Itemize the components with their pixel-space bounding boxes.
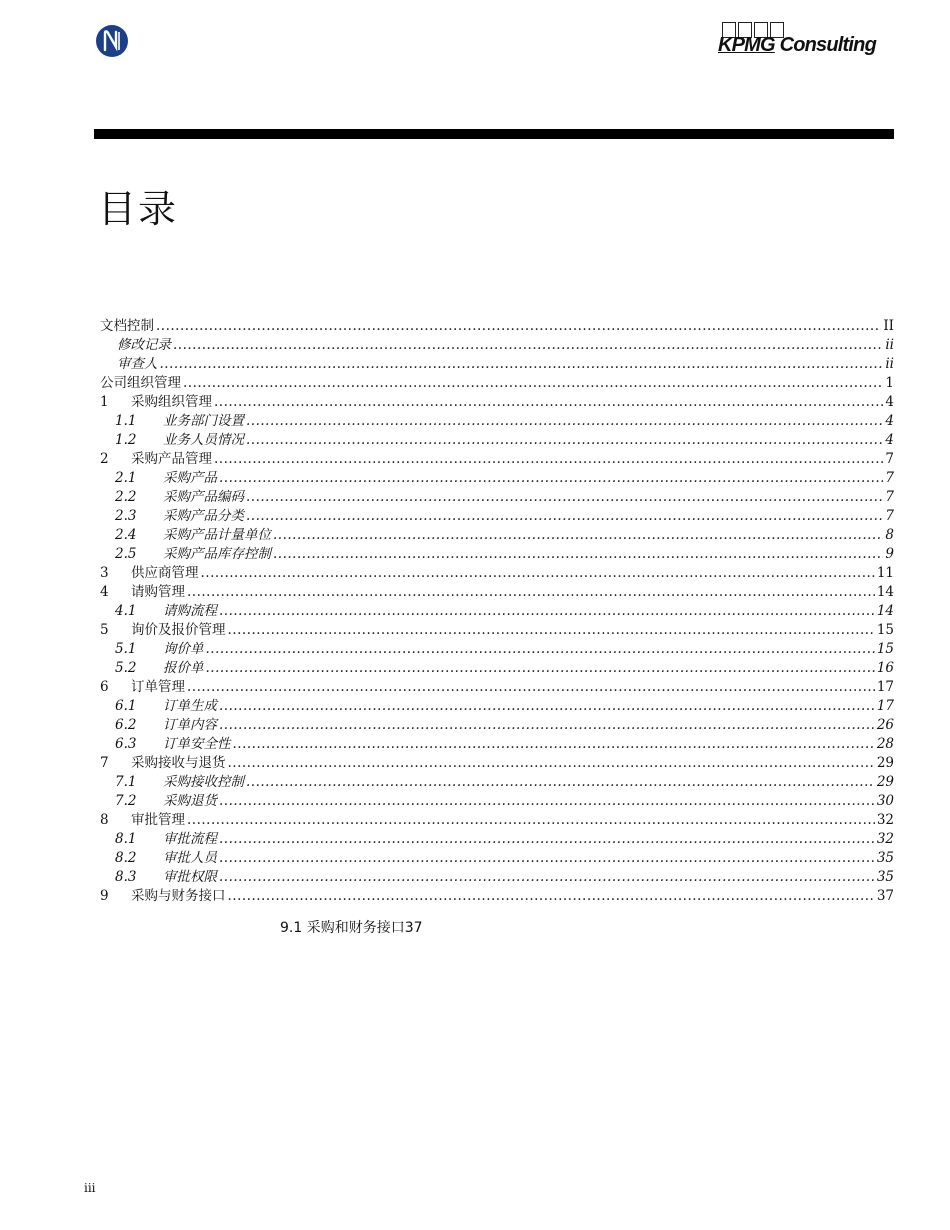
toc-entry-title: 供应商管理 — [131, 565, 199, 581]
toc-entry-title: 请购管理 — [131, 584, 185, 600]
toc-entry-number: 2.4 — [115, 527, 137, 543]
toc-dot-leader — [173, 336, 883, 355]
toc-entry-title: 业务人员情况 — [163, 432, 244, 448]
toc-page-number: 7 — [885, 470, 894, 486]
toc-entry-number: 8.3 — [115, 869, 137, 885]
toc-dot-leader — [201, 564, 875, 583]
toc-dot-leader — [219, 849, 875, 868]
toc-entry-number: 2.3 — [115, 508, 137, 524]
toc-dot-leader — [219, 716, 875, 735]
toc-dot-leader — [233, 735, 875, 754]
toc-entry-number: 9 — [100, 888, 109, 904]
toc-entry-title: 订单生成 — [163, 698, 217, 714]
toc-entry-number: 3 — [100, 565, 109, 581]
toc-entry[interactable] — [100, 374, 894, 393]
toc-entry-title: 修改记录 — [117, 337, 171, 353]
toc-entry-number: 5.2 — [115, 660, 137, 676]
toc-page-number: 15 — [876, 622, 894, 638]
toc-dot-leader — [219, 602, 875, 621]
toc-page-number: 7 — [885, 508, 894, 524]
page-number: iii — [84, 1181, 96, 1195]
toc-entry-title: 订单安全性 — [163, 736, 231, 752]
company-logo-icon — [95, 24, 129, 58]
toc-page-number: ii — [885, 356, 894, 372]
toc-page-number: 11 — [876, 565, 894, 581]
toc-entry-number: 2.2 — [115, 489, 137, 505]
toc-entry-title: 询价单 — [163, 641, 204, 657]
toc-entry-number: 7.1 — [115, 774, 137, 790]
toc-page-number: 26 — [876, 717, 894, 733]
toc-page-number: 1 — [885, 375, 894, 391]
page-title: 目录 — [98, 187, 179, 231]
kpmg-logo-text: KPMG Consulting — [718, 34, 876, 56]
toc-page-number: 14 — [876, 584, 894, 600]
toc-dot-leader — [214, 450, 883, 469]
toc-entry-number: 2.5 — [115, 546, 137, 562]
toc-dot-leader — [228, 887, 875, 906]
toc-entry[interactable] — [100, 868, 894, 887]
toc-dot-leader — [187, 811, 875, 830]
toc-entry-number: 5 — [100, 622, 109, 638]
toc-page-number: 7 — [885, 451, 894, 467]
toc-entry[interactable] — [100, 811, 894, 830]
table-of-contents — [100, 317, 894, 906]
toc-entry[interactable] — [100, 640, 894, 659]
toc-entry[interactable] — [100, 317, 894, 336]
toc-entry-title: 订单管理 — [131, 679, 185, 695]
toc-entry-title: 采购产品 — [163, 470, 217, 486]
toc-entry-title: 采购组织管理 — [131, 394, 212, 410]
toc-entry-title: 审查人 — [117, 356, 158, 372]
toc-entry-number: 1 — [100, 394, 109, 410]
toc-dot-leader — [219, 469, 883, 488]
toc-page-number: 35 — [876, 850, 894, 866]
toc-dot-leader — [206, 659, 875, 678]
toc-entry[interactable] — [100, 830, 894, 849]
toc-entry-title: 请购流程 — [163, 603, 217, 619]
toc-entry-number: 6.1 — [115, 698, 137, 714]
toc-entry[interactable] — [100, 678, 894, 697]
toc-entry-title: 采购与财务接口 — [131, 888, 226, 904]
toc-entry[interactable] — [100, 564, 894, 583]
toc-dot-leader — [187, 583, 875, 602]
toc-entry-number: 2.1 — [115, 470, 137, 486]
toc-page-number: 9 — [885, 546, 894, 562]
toc-dot-leader — [187, 678, 875, 697]
toc-dot-leader — [246, 431, 883, 450]
toc-entry-title: 采购接收控制 — [163, 774, 244, 790]
toc-page-number: 4 — [885, 432, 894, 448]
toc-entry-title: 采购产品分类 — [163, 508, 244, 524]
toc-dot-leader — [273, 526, 883, 545]
toc-entry-number: 6.2 — [115, 717, 137, 733]
toc-entry[interactable] — [100, 659, 894, 678]
toc-entry-number: 7 — [100, 755, 109, 771]
toc-entry-number: 6.3 — [115, 736, 137, 752]
toc-entry-number: 6 — [100, 679, 109, 695]
toc-entry-title: 采购退货 — [163, 793, 217, 809]
toc-dot-leader — [219, 792, 875, 811]
toc-entry-number: 1.2 — [115, 432, 137, 448]
toc-dot-leader — [160, 355, 884, 374]
toc-entry-title: 业务部门设置 — [163, 413, 244, 429]
toc-dot-leader — [246, 488, 883, 507]
toc-dot-leader — [228, 754, 875, 773]
toc-entry-title: 采购产品计量单位 — [163, 527, 271, 543]
toc-page-number: 17 — [876, 679, 894, 695]
toc-entry-title: 订单内容 — [163, 717, 217, 733]
toc-entry[interactable] — [100, 393, 894, 412]
toc-page-number: 28 — [876, 736, 894, 752]
toc-entry[interactable] — [100, 469, 894, 488]
toc-entry[interactable] — [100, 488, 894, 507]
toc-entry-9-1[interactable]: 9.1 采购和财务接口37 — [280, 920, 423, 936]
toc-entry[interactable] — [100, 526, 894, 545]
header-rule — [94, 129, 894, 139]
toc-page-number: 29 — [876, 774, 894, 790]
toc-entry[interactable] — [100, 887, 894, 906]
toc-dot-leader — [219, 868, 875, 887]
toc-page-number: 15 — [876, 641, 894, 657]
toc-entry-number: 5.1 — [115, 641, 137, 657]
toc-entry[interactable] — [100, 355, 894, 374]
toc-dot-leader — [219, 697, 875, 716]
toc-page-number: 14 — [876, 603, 894, 619]
kpmg-consulting-logo — [718, 22, 890, 56]
toc-page-number: ii — [885, 337, 894, 353]
toc-entry[interactable] — [100, 602, 894, 621]
toc-entry-title: 公司组织管理 — [100, 375, 181, 391]
toc-page-number: 35 — [876, 869, 894, 885]
toc-page-number: 4 — [885, 413, 894, 429]
toc-entry[interactable] — [100, 621, 894, 640]
toc-entry-number: 4 — [100, 584, 109, 600]
toc-entry-number: 8 — [100, 812, 109, 828]
toc-entry-title: 审批管理 — [131, 812, 185, 828]
toc-entry[interactable] — [100, 849, 894, 868]
toc-entry-title: 采购产品编码 — [163, 489, 244, 505]
toc-entry[interactable] — [100, 583, 894, 602]
toc-entry-title: 询价及报价管理 — [131, 622, 226, 638]
toc-dot-leader — [219, 830, 875, 849]
toc-entry-number: 1.1 — [115, 413, 137, 429]
toc-dot-leader — [228, 621, 875, 640]
toc-page-number: 16 — [876, 660, 894, 676]
toc-dot-leader — [206, 640, 875, 659]
toc-dot-leader — [246, 773, 875, 792]
toc-page-number: 30 — [876, 793, 894, 809]
toc-entry-number: 4.1 — [115, 603, 137, 619]
toc-entry-title: 采购接收与退货 — [131, 755, 226, 771]
toc-page-number: 7 — [885, 489, 894, 505]
toc-dot-leader — [246, 507, 883, 526]
toc-entry-title: 审批流程 — [163, 831, 217, 847]
toc-entry[interactable] — [100, 773, 894, 792]
toc-dot-leader — [273, 545, 883, 564]
toc-entry[interactable] — [100, 507, 894, 526]
toc-page-number: 29 — [876, 755, 894, 771]
toc-page-number: 4 — [885, 394, 894, 410]
toc-entry[interactable] — [100, 431, 894, 450]
toc-entry-title: 采购产品库存控制 — [163, 546, 271, 562]
toc-entry[interactable] — [100, 545, 894, 564]
toc-page-number: 17 — [876, 698, 894, 714]
toc-entry-number: 7.2 — [115, 793, 137, 809]
toc-entry-number: 8.1 — [115, 831, 137, 847]
toc-page-number: 32 — [876, 812, 894, 828]
toc-entry[interactable] — [100, 735, 894, 754]
toc-entry[interactable] — [100, 754, 894, 773]
toc-entry-title: 采购产品管理 — [131, 451, 212, 467]
toc-entry[interactable] — [100, 716, 894, 735]
toc-entry-title: 审批权限 — [163, 869, 217, 885]
toc-entry-number: 8.2 — [115, 850, 137, 866]
toc-page-number: 37 — [876, 888, 894, 904]
toc-page-number: II — [883, 318, 894, 334]
toc-dot-leader — [214, 393, 883, 412]
toc-page-number: 8 — [885, 527, 894, 543]
toc-dot-leader — [183, 374, 883, 393]
toc-entry-title: 审批人员 — [163, 850, 217, 866]
toc-entry[interactable] — [100, 412, 894, 431]
toc-entry[interactable] — [100, 792, 894, 811]
toc-entry[interactable] — [100, 450, 894, 469]
toc-dot-leader — [156, 317, 881, 336]
toc-page-number: 32 — [876, 831, 894, 847]
toc-entry-title: 文档控制 — [100, 318, 154, 334]
toc-entry[interactable] — [100, 697, 894, 716]
toc-entry-title: 报价单 — [163, 660, 204, 676]
toc-entry[interactable] — [100, 336, 894, 355]
toc-entry-number: 2 — [100, 451, 109, 467]
toc-dot-leader — [246, 412, 883, 431]
